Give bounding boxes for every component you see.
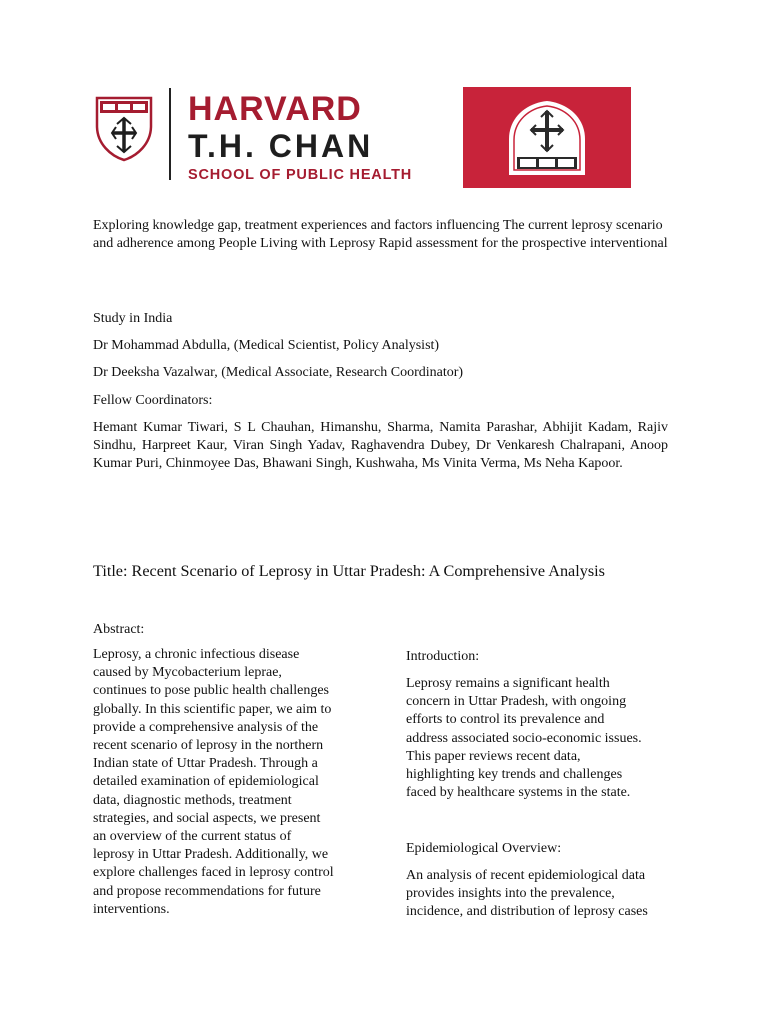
abstract-body bbox=[93, 646, 365, 919]
harvard-shield-icon bbox=[95, 96, 153, 162]
introduction-line: address associated socio-economic issues. bbox=[406, 730, 642, 746]
introduction-line: This paper reviews recent data, bbox=[406, 748, 581, 764]
abstract-line: continues to pose public health challenges bbox=[93, 683, 329, 699]
epidemiology-line: incidence, and distribution of leprosy cases bbox=[406, 904, 648, 920]
harvard-chan-logo bbox=[95, 88, 455, 183]
introduction-line: Leprosy remains a significant health bbox=[406, 676, 610, 691]
intro-paragraph: Exploring knowledge gap, treatment experiences and factors influencing The current leprosy scenario and adherence among People Living with Leprosy Rapid assessment for the prospective interventional bbox=[93, 218, 668, 252]
wordmark-harvard: HARVARD bbox=[188, 90, 362, 128]
abstract-heading: Abstract: bbox=[93, 622, 145, 637]
fellow-coordinators-heading: Fellow Coordinators: bbox=[93, 393, 213, 408]
epidemiology-line: An analysis of recent epidemiological data bbox=[406, 868, 646, 883]
author-line: Dr Mohammad Abdulla, (Medical Scientist, Policy Analysist) bbox=[93, 338, 440, 353]
abstract-line: data, diagnostic methods, treatment bbox=[93, 792, 292, 808]
logo-divider bbox=[169, 88, 171, 180]
introduction-body bbox=[406, 675, 681, 802]
abstract-line: recent scenario of leprosy in the northern bbox=[93, 738, 324, 754]
fellow-coordinators-list: Hemant Kumar Tiwari, S L Chauhan, Himanshu, Sharma, Namita Parashar, Abhijit Kadam, Rajiv Sindhu, Harpreet Kaur, Viran Singh Yadav, Raghavendra Dubey, Dr Venkaresh Chalrapani, Anoop Kumar Puri, Chinmoyee Das, Bhawani Singh, Kushwaha, Ms Vinita Verma, Ms Neha Kapoor. bbox=[93, 420, 668, 472]
introduction-heading: Introduction: bbox=[406, 649, 480, 664]
red-shield-banner bbox=[463, 87, 631, 188]
epidemiology-heading: Epidemiological Overview: bbox=[406, 841, 562, 856]
introduction-line: concern in Uttar Pradesh, with ongoing bbox=[406, 694, 627, 710]
abstract-line: caused by Mycobacterium leprae, bbox=[93, 665, 282, 681]
wordmark-school: SCHOOL OF PUBLIC HEALTH bbox=[188, 167, 413, 183]
abstract-line: provide a comprehensive analysis of the bbox=[93, 719, 319, 735]
abstract-line: leprosy in Uttar Pradesh. Additionally, we bbox=[93, 847, 329, 863]
abstract-line: strategies, and social aspects, we present bbox=[93, 810, 321, 826]
study-line: Study in India bbox=[93, 311, 173, 326]
introduction-line: faced by healthcare systems in the state. bbox=[406, 785, 631, 801]
abstract-line: and propose recommendations for future bbox=[93, 883, 321, 899]
epidemiology-body bbox=[406, 867, 681, 922]
epidemiology-line: provides insights into the prevalence, bbox=[406, 886, 615, 902]
abstract-line: Leprosy, a chronic infectious disease bbox=[93, 647, 300, 662]
wordmark-th-chan: T.H. CHAN bbox=[188, 128, 374, 164]
paper-title: Title: Recent Scenario of Leprosy in Uttar Pradesh: A Comprehensive Analysis bbox=[93, 562, 605, 580]
introduction-line: highlighting key trends and challenges bbox=[406, 767, 623, 783]
abstract-line: interventions. bbox=[93, 901, 170, 917]
author-line: Dr Deeksha Vazalwar, (Medical Associate, Research Coordinator) bbox=[93, 365, 464, 380]
introduction-line: efforts to control its prevalence and bbox=[406, 712, 605, 728]
banner-shield-icon bbox=[505, 99, 589, 177]
abstract-line: an overview of the current status of bbox=[93, 829, 292, 845]
abstract-line: globally. In this scientific paper, we aim to bbox=[93, 701, 332, 717]
abstract-line: detailed examination of epidemiological bbox=[93, 774, 319, 790]
abstract-line: Indian state of Uttar Pradesh. Through a bbox=[93, 756, 318, 772]
abstract-line: explore challenges faced in leprosy control bbox=[93, 865, 334, 881]
